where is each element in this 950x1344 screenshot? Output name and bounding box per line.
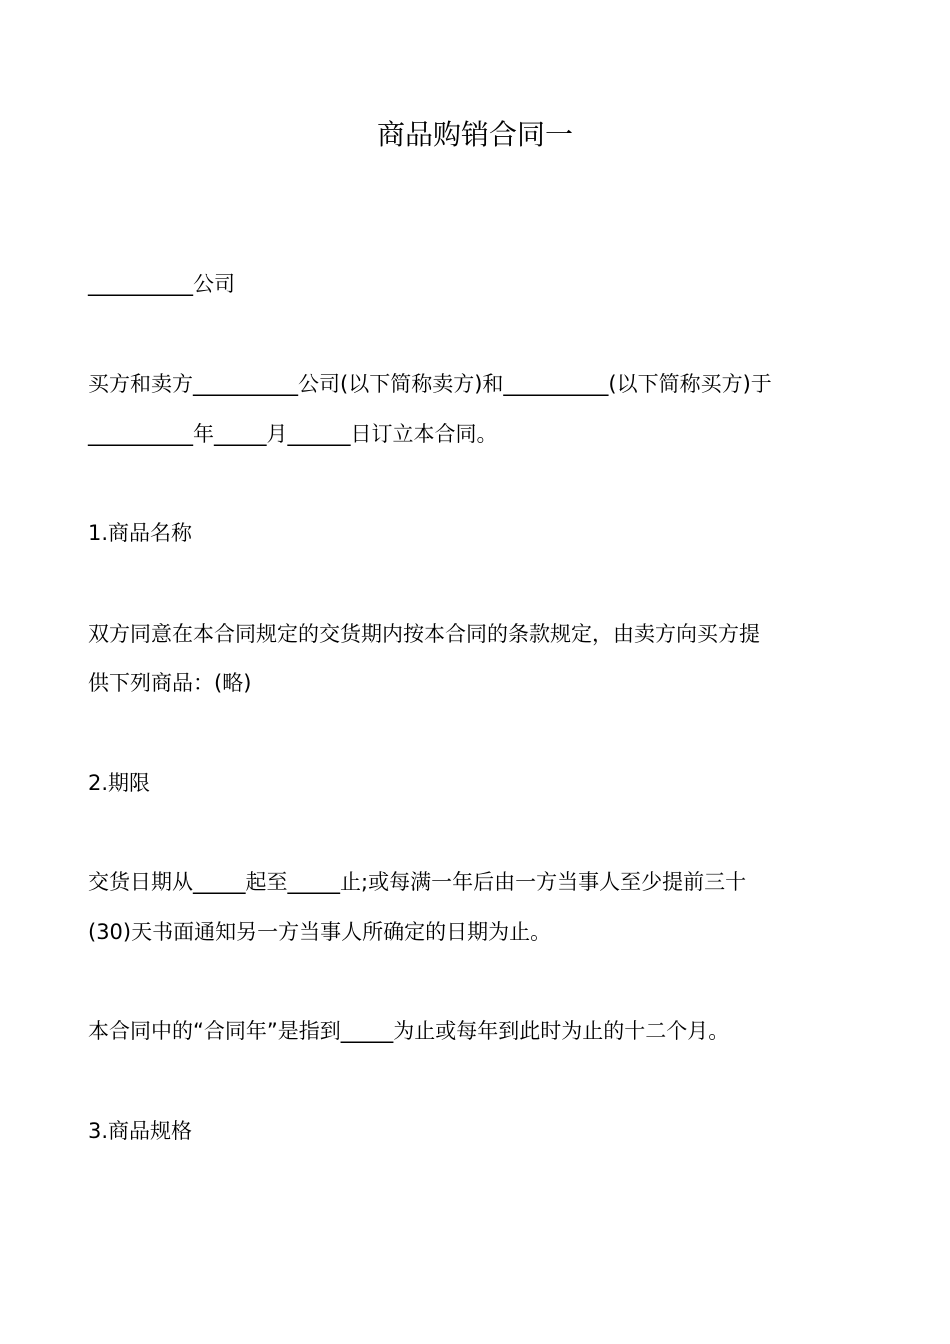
section-1-heading: 1.商品名称 bbox=[88, 521, 193, 545]
section-1-line-2: 供下列商品：(略) bbox=[88, 671, 252, 695]
section-1-line-1: 双方同意在本合同规定的交货期内按本合同的条款规定，由卖方向买方提 bbox=[88, 622, 760, 646]
company-line: __________公司 bbox=[88, 272, 235, 296]
section-2-line-2: (30)天书面通知另一方当事人所确定的日期为止。 bbox=[88, 920, 552, 944]
intro-line-1: 买方和卖方__________公司(以下简称卖方)和__________(以下简称买方)于 bbox=[88, 372, 772, 396]
section-2-line-1: 交货日期从_____起至_____止;或每满一年后由一方当事人至少提前三十 bbox=[88, 870, 747, 894]
document-title: 商品购销合同一 bbox=[376, 118, 573, 151]
section-2-heading: 2.期限 bbox=[88, 771, 151, 795]
intro-line-2: __________年_____月______日订立本合同。 bbox=[88, 422, 498, 446]
section-2-line-3: 本合同中的“合同年”是指到_____为止或每年到此时为止的十二个月。 bbox=[88, 1019, 730, 1043]
section-3-heading: 3.商品规格 bbox=[88, 1119, 193, 1143]
